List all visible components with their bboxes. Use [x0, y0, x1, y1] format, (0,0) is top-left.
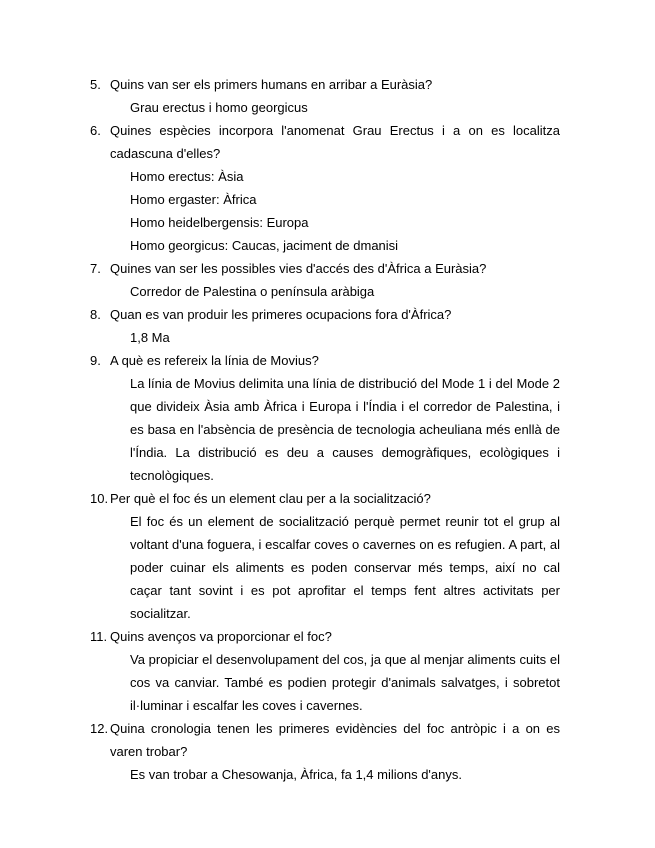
question-number: 12.	[90, 721, 109, 736]
question-text: Quines van ser les possibles vies d'accés des d'Àfrica a Euràsia?	[110, 261, 487, 276]
question-number: 7.	[90, 261, 101, 276]
question-number: 8.	[90, 307, 101, 322]
question-text: Quins van ser els primers humans en arribar a Euràsia?	[110, 77, 433, 92]
question-text: A què es refereix la línia de Movius?	[110, 353, 319, 368]
question-6	[90, 119, 560, 165]
question-text: Quines espècies incorpora l'anomenat Grau Erectus i a on es localitza cadascuna d'elles?	[110, 123, 560, 161]
answer-line: Homo heidelbergensis: Europa	[130, 215, 309, 230]
question-10	[90, 487, 560, 510]
question-text: Quan es van produir les primeres ocupacions fora d'Àfrica?	[110, 307, 452, 322]
answer-line: Homo georgicus: Caucas, jaciment de dmanisi	[130, 238, 399, 253]
answer-line: Homo erectus: Àsia	[130, 169, 244, 184]
question-text: Per què el foc és un element clau per a la socialització?	[110, 491, 431, 506]
question-text: Quina cronologia tenen les primeres evidències del foc antròpic i a on es varen trobar?	[110, 721, 560, 759]
answer-line: 1,8 Ma	[130, 330, 170, 345]
answer-paragraph: Va propiciar el desenvolupament del cos, ja que al menjar aliments cuits el cos va canviar. També es podien protegir d'animals salvatges, i sobretot il·luminar i escalfar les coves i cavernes.	[130, 652, 560, 713]
answer-line: Corredor de Palestina o península aràbiga	[130, 284, 375, 299]
answer-line: Grau erectus i homo georgicus	[130, 100, 308, 115]
question-text: Quins avenços va proporcionar el foc?	[110, 629, 332, 644]
question-12	[90, 717, 560, 763]
question-number: 9.	[90, 353, 101, 368]
answer-paragraph: La línia de Movius delimita una línia de distribució del Mode 1 i del Mode 2 que divideix Àsia amb Àfrica i Europa i l'Índia i el corredor de Palestina, i es basa en l'absència de presència de tecnologia acheuliana més enllà de l'Índia. La distribució es deu a causes demogràfiques, ecològiques i tecnològiques.	[130, 376, 560, 483]
question-9	[90, 349, 560, 372]
question-7	[90, 257, 560, 280]
question-number: 5.	[90, 77, 101, 92]
answer-line: Es van trobar a Chesowanja, Àfrica, fa 1,4 milions d'anys.	[130, 767, 462, 782]
question-number: 10.	[90, 491, 109, 506]
question-5	[90, 73, 560, 96]
question-number: 6.	[90, 123, 101, 138]
answer-line: Homo ergaster: Àfrica	[130, 192, 257, 207]
answer-paragraph: El foc és un element de socialització perquè permet reunir tot el grup al voltant d'una foguera, i escalfar coves o cavernes on es refugien. A part, al poder cuinar els aliments es poden conservar més temps, així no cal caçar tant sovint i es pot aprofitar el temps fent altres activitats per socialitzar.	[130, 514, 560, 621]
question-11	[90, 625, 560, 648]
question-8	[90, 303, 560, 326]
question-number: 11.	[90, 629, 108, 644]
question-list	[90, 73, 560, 786]
